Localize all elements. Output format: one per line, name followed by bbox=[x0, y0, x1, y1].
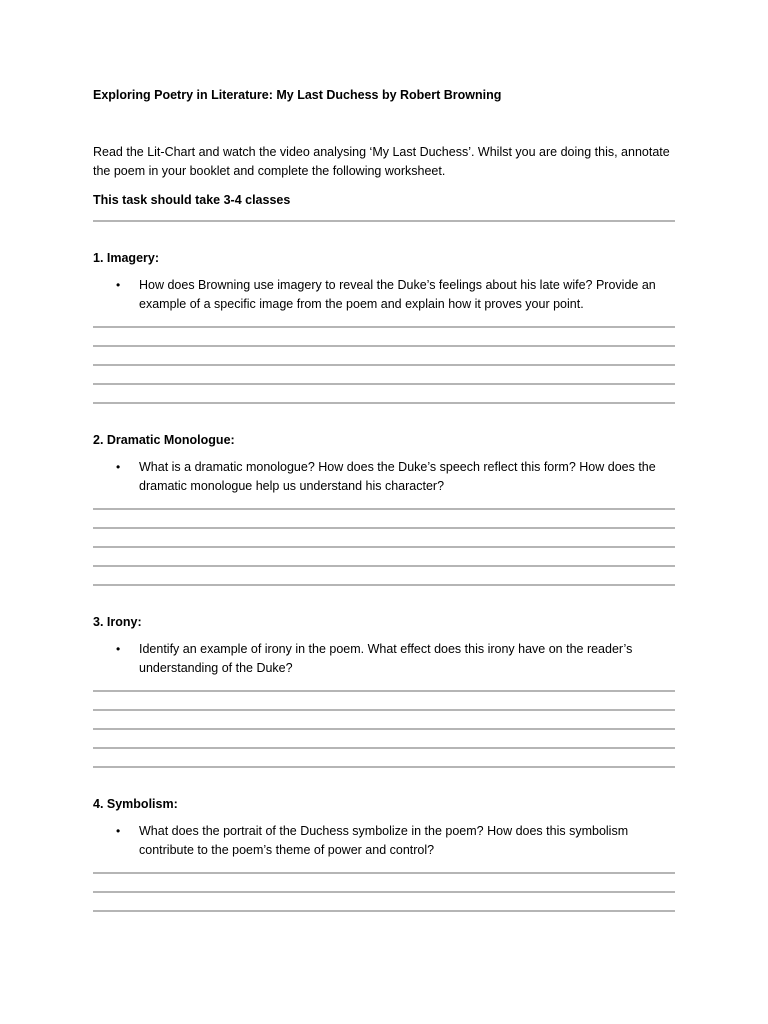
question-text: What is a dramatic monologue? How does the Duke’s speech reflect this form? How does the dramatic monologue help us understand his character? bbox=[139, 460, 656, 493]
bullet-icon: • bbox=[116, 278, 121, 292]
answer-line[interactable] bbox=[93, 709, 675, 711]
answer-line[interactable] bbox=[93, 891, 675, 893]
answer-line[interactable] bbox=[93, 565, 675, 567]
answer-line[interactable] bbox=[93, 584, 675, 586]
question-item bbox=[116, 276, 675, 314]
question-text: Identify an example of irony in the poem. What effect does this irony have on the reader’s understanding of the Duke? bbox=[139, 642, 633, 675]
answer-line[interactable] bbox=[93, 326, 675, 328]
answer-line[interactable] bbox=[93, 345, 675, 347]
section-heading: 3. Irony: bbox=[93, 615, 142, 629]
answer-line[interactable] bbox=[93, 872, 675, 874]
answer-line[interactable] bbox=[93, 546, 675, 548]
worksheet-title: Exploring Poetry in Literature: My Last Duchess by Robert Browning bbox=[93, 88, 502, 102]
answer-line[interactable] bbox=[93, 383, 675, 385]
section-symbolism bbox=[93, 795, 675, 912]
answer-line[interactable] bbox=[93, 690, 675, 692]
answer-line[interactable] bbox=[93, 364, 675, 366]
bullet-icon: • bbox=[116, 642, 121, 656]
answer-line[interactable] bbox=[93, 402, 675, 404]
divider bbox=[93, 220, 675, 222]
answer-line[interactable] bbox=[93, 728, 675, 730]
section-heading: 1. Imagery: bbox=[93, 251, 160, 265]
answer-line[interactable] bbox=[93, 747, 675, 749]
answer-line[interactable] bbox=[93, 910, 675, 912]
answer-lines bbox=[93, 326, 675, 404]
answer-line[interactable] bbox=[93, 508, 675, 510]
bullet-icon: • bbox=[116, 460, 121, 474]
question-text: What does the portrait of the Duchess symbolize in the poem? How does this symbolism contribute to the poem’s theme of power and control? bbox=[139, 824, 629, 857]
answer-line[interactable] bbox=[93, 766, 675, 768]
question-text: How does Browning use imagery to reveal the Duke’s feelings about his late wife? Provide an example of a specific image from the poem and explain how it proves your point. bbox=[139, 278, 656, 311]
answer-lines bbox=[93, 690, 675, 768]
intro-paragraph: Read the Lit-Chart and watch the video analysing ‘My Last Duchess’. Whilst you are doing this, annotate the poem in your booklet and complete the following worksheet. bbox=[93, 145, 670, 178]
section-dramatic-monologue bbox=[93, 431, 675, 586]
bullet-icon: • bbox=[116, 824, 121, 838]
question-item bbox=[116, 458, 675, 496]
section-irony bbox=[93, 613, 675, 768]
answer-lines bbox=[93, 508, 675, 586]
section-heading: 4. Symbolism: bbox=[93, 797, 178, 811]
section-heading: 2. Dramatic Monologue: bbox=[93, 433, 235, 447]
duration-note: This task should take 3-4 classes bbox=[93, 193, 291, 207]
worksheet-content bbox=[93, 86, 675, 912]
answer-lines bbox=[93, 872, 675, 912]
question-item bbox=[116, 640, 675, 678]
question-item bbox=[116, 822, 675, 860]
answer-line[interactable] bbox=[93, 527, 675, 529]
section-imagery bbox=[93, 249, 675, 404]
